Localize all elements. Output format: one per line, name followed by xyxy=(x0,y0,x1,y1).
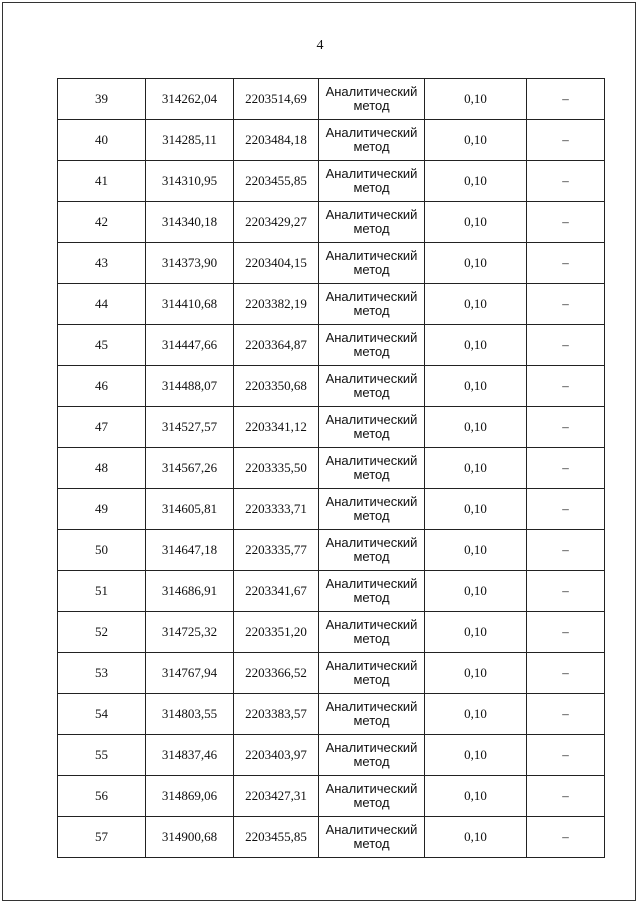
method-cell xyxy=(319,202,425,243)
accuracy-cell: 0,10 xyxy=(425,448,527,489)
note-cell: – xyxy=(527,694,605,735)
point-number-cell: 39 xyxy=(58,79,146,120)
method-cell xyxy=(319,79,425,120)
accuracy-cell: 0,10 xyxy=(425,817,527,858)
y-coordinate-cell: 2203404,15 xyxy=(234,243,319,284)
y-coordinate-cell: 2203351,20 xyxy=(234,612,319,653)
x-coordinate-cell: 314410,68 xyxy=(146,284,234,325)
method-text: Аналитический метод xyxy=(325,125,418,154)
point-number-cell: 54 xyxy=(58,694,146,735)
accuracy-cell: 0,10 xyxy=(425,735,527,776)
point-number-cell: 47 xyxy=(58,407,146,448)
coordinates-table-body xyxy=(58,79,605,858)
note-cell: – xyxy=(527,776,605,817)
note-cell: – xyxy=(527,448,605,489)
y-coordinate-cell: 2203514,69 xyxy=(234,79,319,120)
note-cell: – xyxy=(527,571,605,612)
point-number-cell: 43 xyxy=(58,243,146,284)
method-text: Аналитический метод xyxy=(325,494,418,523)
x-coordinate-cell: 314262,04 xyxy=(146,79,234,120)
method-cell xyxy=(319,243,425,284)
x-coordinate-cell: 314837,46 xyxy=(146,735,234,776)
note-cell: – xyxy=(527,817,605,858)
note-cell: – xyxy=(527,325,605,366)
x-coordinate-cell: 314567,26 xyxy=(146,448,234,489)
method-cell xyxy=(319,776,425,817)
accuracy-cell: 0,10 xyxy=(425,284,527,325)
note-cell: – xyxy=(527,366,605,407)
point-number-cell: 56 xyxy=(58,776,146,817)
method-text: Аналитический метод xyxy=(325,781,418,810)
note-cell: – xyxy=(527,489,605,530)
note-cell: – xyxy=(527,653,605,694)
point-number-cell: 52 xyxy=(58,612,146,653)
table-row xyxy=(58,284,605,325)
x-coordinate-cell: 314647,18 xyxy=(146,530,234,571)
method-cell xyxy=(319,817,425,858)
accuracy-cell: 0,10 xyxy=(425,489,527,530)
y-coordinate-cell: 2203341,12 xyxy=(234,407,319,448)
method-cell xyxy=(319,489,425,530)
y-coordinate-cell: 2203350,68 xyxy=(234,366,319,407)
accuracy-cell: 0,10 xyxy=(425,366,527,407)
y-coordinate-cell: 2203341,67 xyxy=(234,571,319,612)
accuracy-cell: 0,10 xyxy=(425,202,527,243)
y-coordinate-cell: 2203366,52 xyxy=(234,653,319,694)
method-text: Аналитический метод xyxy=(325,330,418,359)
accuracy-cell: 0,10 xyxy=(425,530,527,571)
method-text: Аналитический метод xyxy=(325,740,418,769)
note-cell: – xyxy=(527,612,605,653)
method-cell xyxy=(319,571,425,612)
table-row xyxy=(58,735,605,776)
method-cell xyxy=(319,612,425,653)
method-text: Аналитический метод xyxy=(325,166,418,195)
method-text: Аналитический метод xyxy=(325,248,418,277)
accuracy-cell: 0,10 xyxy=(425,653,527,694)
table-row xyxy=(58,366,605,407)
x-coordinate-cell: 314447,66 xyxy=(146,325,234,366)
note-cell: – xyxy=(527,284,605,325)
table-row xyxy=(58,530,605,571)
table-row xyxy=(58,571,605,612)
point-number-cell: 57 xyxy=(58,817,146,858)
x-coordinate-cell: 314310,95 xyxy=(146,161,234,202)
accuracy-cell: 0,10 xyxy=(425,325,527,366)
x-coordinate-cell: 314686,91 xyxy=(146,571,234,612)
x-coordinate-cell: 314767,94 xyxy=(146,653,234,694)
y-coordinate-cell: 2203427,31 xyxy=(234,776,319,817)
point-number-cell: 44 xyxy=(58,284,146,325)
note-cell: – xyxy=(527,79,605,120)
note-cell: – xyxy=(527,407,605,448)
accuracy-cell: 0,10 xyxy=(425,243,527,284)
note-cell: – xyxy=(527,735,605,776)
method-text: Аналитический метод xyxy=(325,822,418,851)
method-cell xyxy=(319,284,425,325)
y-coordinate-cell: 2203455,85 xyxy=(234,817,319,858)
point-number-cell: 53 xyxy=(58,653,146,694)
y-coordinate-cell: 2203333,71 xyxy=(234,489,319,530)
method-text: Аналитический метод xyxy=(325,289,418,318)
method-cell xyxy=(319,407,425,448)
point-number-cell: 51 xyxy=(58,571,146,612)
method-cell xyxy=(319,735,425,776)
table-row xyxy=(58,120,605,161)
y-coordinate-cell: 2203484,18 xyxy=(234,120,319,161)
y-coordinate-cell: 2203382,19 xyxy=(234,284,319,325)
table-row xyxy=(58,653,605,694)
point-number-cell: 48 xyxy=(58,448,146,489)
x-coordinate-cell: 314803,55 xyxy=(146,694,234,735)
point-number-cell: 46 xyxy=(58,366,146,407)
point-number-cell: 42 xyxy=(58,202,146,243)
accuracy-cell: 0,10 xyxy=(425,120,527,161)
x-coordinate-cell: 314869,06 xyxy=(146,776,234,817)
accuracy-cell: 0,10 xyxy=(425,79,527,120)
note-cell: – xyxy=(527,161,605,202)
method-cell xyxy=(319,120,425,161)
x-coordinate-cell: 314488,07 xyxy=(146,366,234,407)
method-text: Аналитический метод xyxy=(325,535,418,564)
y-coordinate-cell: 2203403,97 xyxy=(234,735,319,776)
method-text: Аналитический метод xyxy=(325,576,418,605)
point-number-cell: 49 xyxy=(58,489,146,530)
method-text: Аналитический метод xyxy=(325,617,418,646)
table-row xyxy=(58,612,605,653)
x-coordinate-cell: 314527,57 xyxy=(146,407,234,448)
y-coordinate-cell: 2203364,87 xyxy=(234,325,319,366)
y-coordinate-cell: 2203335,50 xyxy=(234,448,319,489)
page-number: 4 xyxy=(316,38,324,53)
point-number-cell: 50 xyxy=(58,530,146,571)
point-number-cell: 55 xyxy=(58,735,146,776)
x-coordinate-cell: 314340,18 xyxy=(146,202,234,243)
accuracy-cell: 0,10 xyxy=(425,407,527,448)
table-row xyxy=(58,243,605,284)
method-text: Аналитический метод xyxy=(325,371,418,400)
table-row xyxy=(58,489,605,530)
point-number-cell: 45 xyxy=(58,325,146,366)
point-number-cell: 40 xyxy=(58,120,146,161)
method-text: Аналитический метод xyxy=(325,453,418,482)
method-cell xyxy=(319,325,425,366)
method-cell xyxy=(319,161,425,202)
table-row xyxy=(58,325,605,366)
table-row xyxy=(58,407,605,448)
method-cell xyxy=(319,448,425,489)
method-cell xyxy=(319,530,425,571)
table-row xyxy=(58,448,605,489)
table-row xyxy=(58,161,605,202)
note-cell: – xyxy=(527,202,605,243)
method-text: Аналитический метод xyxy=(325,412,418,441)
table-row xyxy=(58,817,605,858)
method-cell xyxy=(319,653,425,694)
accuracy-cell: 0,10 xyxy=(425,612,527,653)
y-coordinate-cell: 2203455,85 xyxy=(234,161,319,202)
table-row xyxy=(58,79,605,120)
y-coordinate-cell: 2203429,27 xyxy=(234,202,319,243)
x-coordinate-cell: 314725,32 xyxy=(146,612,234,653)
table-row xyxy=(58,694,605,735)
method-text: Аналитический метод xyxy=(325,699,418,728)
accuracy-cell: 0,10 xyxy=(425,161,527,202)
note-cell: – xyxy=(527,530,605,571)
table-row xyxy=(58,202,605,243)
table-row xyxy=(58,776,605,817)
x-coordinate-cell: 314285,11 xyxy=(146,120,234,161)
x-coordinate-cell: 314900,68 xyxy=(146,817,234,858)
note-cell: – xyxy=(527,120,605,161)
method-text: Аналитический метод xyxy=(325,658,418,687)
accuracy-cell: 0,10 xyxy=(425,776,527,817)
note-cell: – xyxy=(527,243,605,284)
coordinates-table xyxy=(57,78,605,858)
point-number-cell: 41 xyxy=(58,161,146,202)
x-coordinate-cell: 314605,81 xyxy=(146,489,234,530)
x-coordinate-cell: 314373,90 xyxy=(146,243,234,284)
method-cell xyxy=(319,366,425,407)
accuracy-cell: 0,10 xyxy=(425,571,527,612)
accuracy-cell: 0,10 xyxy=(425,694,527,735)
y-coordinate-cell: 2203383,57 xyxy=(234,694,319,735)
method-text: Аналитический метод xyxy=(325,207,418,236)
y-coordinate-cell: 2203335,77 xyxy=(234,530,319,571)
method-text: Аналитический метод xyxy=(325,84,418,113)
method-cell xyxy=(319,694,425,735)
